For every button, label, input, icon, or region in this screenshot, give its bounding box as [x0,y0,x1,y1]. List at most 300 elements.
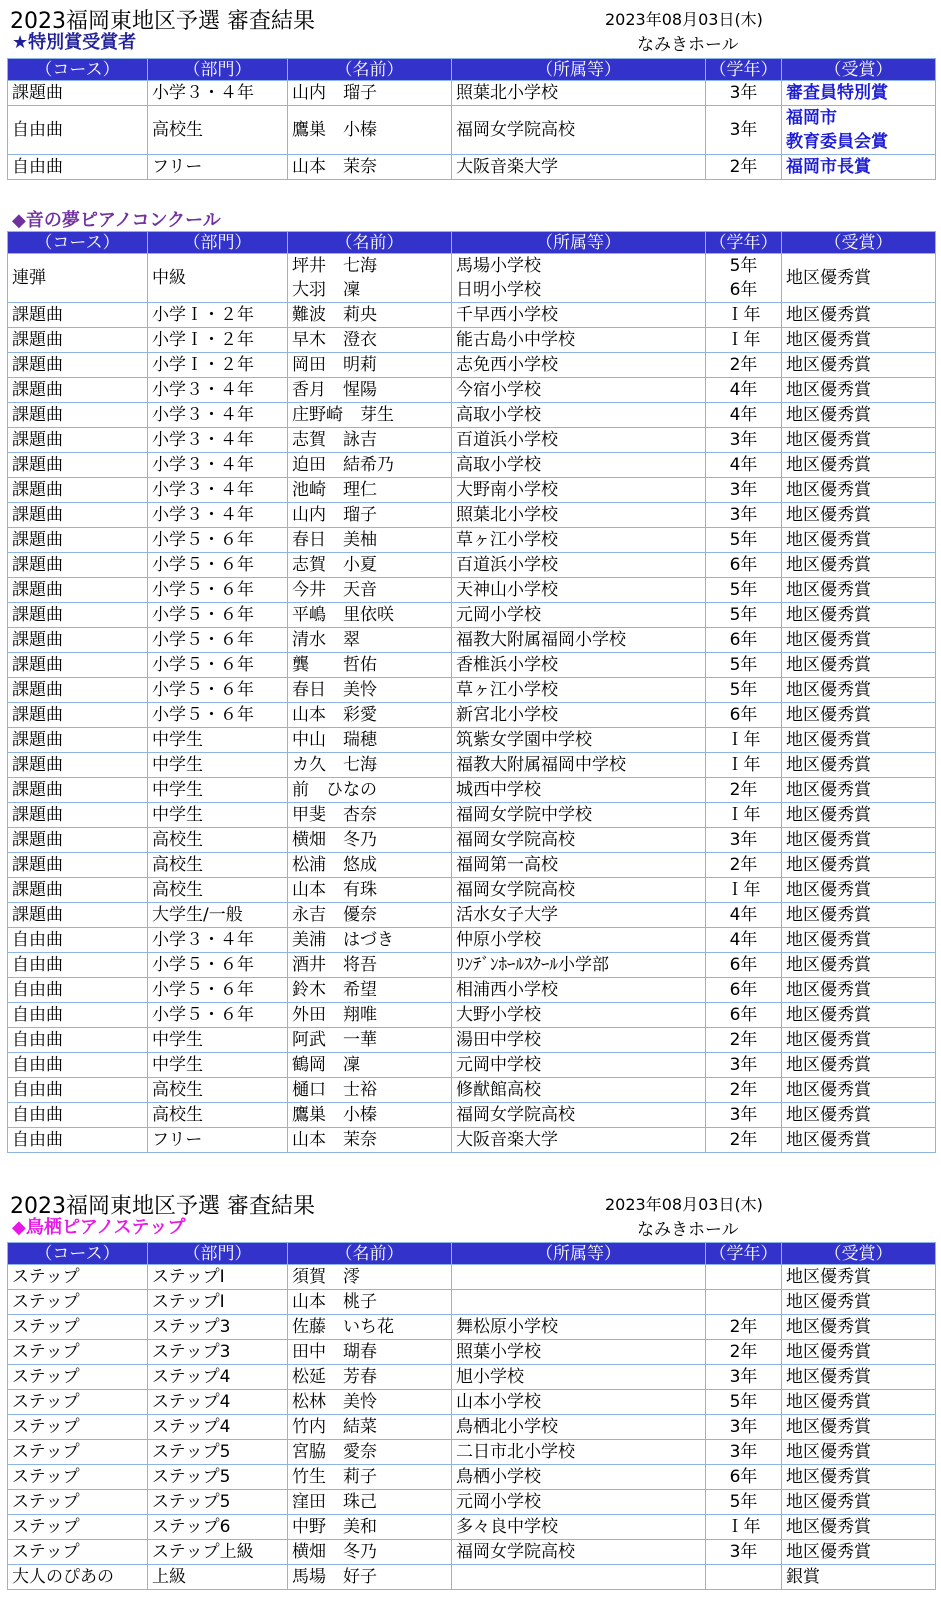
school-cell: 大野小学校 [452,1003,706,1028]
course-cell: 自由曲 [8,1028,148,1053]
table-header-row [8,232,936,254]
award-cell: 地区優秀賞 [782,828,936,853]
grade-cell: 2年 [706,1315,782,1340]
name-cell: 松林 美怜 [288,1390,452,1415]
cell-line: 大羽 凜 [292,280,360,300]
course-cell: 自由曲 [8,1128,148,1153]
award-cell: 地区優秀賞 [782,1103,936,1128]
award-cell: 地区優秀賞 [782,853,936,878]
grade-cell: 6年 [706,953,782,978]
course-cell: 自由曲 [8,953,148,978]
dept-cell: ステップ4 [148,1390,288,1415]
name-cell: 清水 翠 [288,628,452,653]
school-cell [452,1290,706,1315]
table-row [8,155,936,180]
award-cell: 地区優秀賞 [782,728,936,753]
cell-line: 6年 [729,280,758,300]
name-cell: 前 ひなの [288,778,452,803]
cell-line: 5年 [729,256,758,276]
award-cell: 地区優秀賞 [782,1053,936,1078]
dept-cell: 上級 [148,1565,288,1590]
award-cell: 地区優秀賞 [782,678,936,703]
grade-cell: 6年 [706,1465,782,1490]
name-cell: 今井 天音 [288,578,452,603]
dept-cell: 高校生 [148,878,288,903]
award-cell: 地区優秀賞 [782,528,936,553]
course-cell: 課題曲 [8,428,148,453]
table-row [8,778,936,803]
award-cell: 地区優秀賞 [782,378,936,403]
venue-label: なみきホール [637,35,739,55]
table-row [8,1290,936,1315]
dept-cell: ステップⅠ [148,1265,288,1290]
award-cell: 地区優秀賞 [782,1028,936,1053]
grade-cell: 3年 [706,81,782,106]
course-cell: 課題曲 [8,553,148,578]
school-cell: 元岡中学校 [452,1053,706,1078]
award-header: （受賞） [782,1243,936,1265]
school-cell: 福教大附属福岡小学校 [452,628,706,653]
award-cell: 地区優秀賞 [782,1265,936,1290]
name-cell: 甲斐 杏奈 [288,803,452,828]
award-cell: 地区優秀賞 [782,553,936,578]
dept-cell: 小学３・４年 [148,81,288,106]
grade-cell: 4年 [706,403,782,428]
award-cell [782,106,936,155]
course-cell: 課題曲 [8,81,148,106]
table-row [8,1053,936,1078]
name-cell: 佐藤 いち花 [288,1315,452,1340]
dept-cell: 小学５・６年 [148,553,288,578]
award-cell: 地区優秀賞 [782,778,936,803]
course-cell: 課題曲 [8,753,148,778]
award-cell: 地区優秀賞 [782,653,936,678]
school-cell: 福岡女学院高校 [452,1103,706,1128]
award-cell: 地区優秀賞 [782,1003,936,1028]
dept-cell: 中級 [148,254,288,303]
grade-cell: 6年 [706,703,782,728]
grade-cell: Ｉ年 [706,803,782,828]
award-cell: 地区優秀賞 [782,1128,936,1153]
name-cell: 須賀 澪 [288,1265,452,1290]
dept-cell: 小学３・４年 [148,378,288,403]
table-row [8,1490,936,1515]
school-cell: 鳥栖北小学校 [452,1415,706,1440]
award-cell: 地区優秀賞 [782,903,936,928]
award-cell: 地区優秀賞 [782,703,936,728]
grade-cell: 6年 [706,1003,782,1028]
grade-cell [706,1565,782,1590]
school-cell: 照葉小学校 [452,1340,706,1365]
grade-cell: 2年 [706,778,782,803]
dept-cell: ステップ上級 [148,1540,288,1565]
name-cell: 鈴木 希望 [288,978,452,1003]
school-cell: 福岡女学院高校 [452,106,706,155]
award-cell: 地区優秀賞 [782,503,936,528]
award-cell [782,155,936,180]
dept-cell: 小学Ｉ・２年 [148,353,288,378]
name-cell: 山本 茉奈 [288,1128,452,1153]
school-cell: 天神山小学校 [452,578,706,603]
dept-cell: 高校生 [148,1078,288,1103]
course-header: （コース） [8,59,148,81]
name-cell: 鷹巣 小榛 [288,1103,452,1128]
course-cell: 課題曲 [8,728,148,753]
school-cell: 仲原小学校 [452,928,706,953]
event-date-repeat: 2023年08月03日(木) [605,1195,763,1214]
name-cell: 樋口 士裕 [288,1078,452,1103]
dept-cell: 小学５・６年 [148,603,288,628]
dept-cell: ステップ4 [148,1365,288,1390]
course-cell: 課題曲 [8,828,148,853]
award-cell: 地区優秀賞 [782,978,936,1003]
course-cell: 課題曲 [8,503,148,528]
name-header: （名前） [288,1243,452,1265]
award-cell: 地区優秀賞 [782,328,936,353]
school-cell: 舞松原小学校 [452,1315,706,1340]
school-cell: 高取小学校 [452,453,706,478]
dept-cell: フリー [148,155,288,180]
dept-cell: 小学５・６年 [148,678,288,703]
school-cell: 志免西小学校 [452,353,706,378]
school-cell: 福岡女学院高校 [452,1540,706,1565]
dept-cell: 小学５・６年 [148,578,288,603]
dept-cell: 高校生 [148,853,288,878]
name-cell: 山内 瑠子 [288,503,452,528]
cell-line: 日明小学校 [456,280,541,300]
table-row [8,1365,936,1390]
school-cell: 山本小学校 [452,1390,706,1415]
school-cell: 城西中学校 [452,778,706,803]
dept-cell: 中学生 [148,803,288,828]
dept-cell: 小学５・６年 [148,1003,288,1028]
award-cell: 銀賞 [782,1565,936,1590]
grade-cell: 4年 [706,928,782,953]
dept-cell: 高校生 [148,1103,288,1128]
table-row [8,1390,936,1415]
table-row [8,928,936,953]
table-row [8,553,936,578]
cell-line: 坪井 七海 [292,256,377,276]
course-cell: 自由曲 [8,928,148,953]
school-cell: 照葉北小学校 [452,503,706,528]
cell-line: 教育委員会賞 [786,132,888,152]
course-cell: ステップ [8,1365,148,1390]
dept-cell: ステップⅠ [148,1290,288,1315]
grade-cell: 2年 [706,1078,782,1103]
school-cell: 湯田中学校 [452,1028,706,1053]
name-cell: 平嶋 里依咲 [288,603,452,628]
name-cell: 池崎 理仁 [288,478,452,503]
school-cell: 能古島小中学校 [452,328,706,353]
school-cell: 大阪音楽大学 [452,155,706,180]
dept-cell: 高校生 [148,828,288,853]
dept-cell: 中学生 [148,1053,288,1078]
name-cell: 山本 有珠 [288,878,452,903]
table-row [8,453,936,478]
dept-cell: 小学５・６年 [148,953,288,978]
school-cell: 二日市北小学校 [452,1440,706,1465]
table-row [8,1003,936,1028]
award-cell: 地区優秀賞 [782,428,936,453]
award-cell: 地区優秀賞 [782,453,936,478]
award-cell: 地区優秀賞 [782,803,936,828]
dept-cell: 小学５・６年 [148,628,288,653]
grade-header: （学年） [706,1243,782,1265]
course-cell: 課題曲 [8,378,148,403]
grade-cell: 6年 [706,553,782,578]
grade-cell: 3年 [706,828,782,853]
dept-cell: 中学生 [148,778,288,803]
school-cell: 百道浜小学校 [452,553,706,578]
course-cell: 課題曲 [8,903,148,928]
name-cell: 春日 美柚 [288,528,452,553]
grade-cell: 3年 [706,1365,782,1390]
grade-cell: Ｉ年 [706,878,782,903]
name-cell: 松延 芳春 [288,1365,452,1390]
dept-header: （部門） [148,59,288,81]
name-cell: 美浦 はづき [288,928,452,953]
dept-cell: 小学Ｉ・２年 [148,303,288,328]
table-row [8,578,936,603]
dept-cell: 中学生 [148,753,288,778]
grade-cell [706,1265,782,1290]
award-cell: 地区優秀賞 [782,1440,936,1465]
grade-cell: 2年 [706,853,782,878]
school-header: （所属等） [452,1243,706,1265]
school-cell [452,1565,706,1590]
course-cell: 課題曲 [8,628,148,653]
grade-cell: 3年 [706,1440,782,1465]
grade-cell: 3年 [706,1540,782,1565]
school-cell: 活水女子大学 [452,903,706,928]
name-cell: 山本 彩愛 [288,703,452,728]
cell-line: 馬場小学校 [456,256,541,276]
name-cell: 竹生 莉子 [288,1465,452,1490]
grade-cell: 2年 [706,1128,782,1153]
table-row [8,953,936,978]
award-cell: 地区優秀賞 [782,1340,936,1365]
name-header: （名前） [288,59,452,81]
dept-cell: ステップ6 [148,1515,288,1540]
school-cell [452,1265,706,1290]
dept-cell: 小学３・４年 [148,928,288,953]
course-cell: 自由曲 [8,1003,148,1028]
grade-cell: 2年 [706,155,782,180]
grade-cell: 3年 [706,428,782,453]
course-cell: 自由曲 [8,978,148,1003]
award-cell: 地区優秀賞 [782,603,936,628]
school-cell: 今宿小学校 [452,378,706,403]
course-cell: 自由曲 [8,1053,148,1078]
table-row [8,828,936,853]
dept-cell: 高校生 [148,106,288,155]
name-cell: 鷹巣 小榛 [288,106,452,155]
grade-cell: 3年 [706,1053,782,1078]
course-header: （コース） [8,1243,148,1265]
grade-cell: 4年 [706,903,782,928]
school-cell: 高取小学校 [452,403,706,428]
page-title-repeat: 2023福岡東地区予選 審査結果 [10,1194,315,1219]
course-cell: 課題曲 [8,403,148,428]
table-row [8,803,936,828]
special-award-table [7,58,936,180]
school-cell: 草ヶ江小学校 [452,678,706,703]
course-cell: 課題曲 [8,803,148,828]
dept-cell: ステップ5 [148,1490,288,1515]
school-cell: 福岡女学院高校 [452,878,706,903]
name-cell: 山本 茉奈 [288,155,452,180]
grade-cell: 2年 [706,1340,782,1365]
award-cell [782,81,936,106]
dept-cell: ステップ4 [148,1415,288,1440]
name-cell: 中野 美和 [288,1515,452,1540]
course-cell: 課題曲 [8,528,148,553]
school-cell: 千早西小学校 [452,303,706,328]
dept-cell: 小学Ｉ・２年 [148,328,288,353]
table-row [8,303,936,328]
grade-cell: 5年 [706,528,782,553]
dept-cell: ステップ5 [148,1465,288,1490]
table-row [8,978,936,1003]
course-cell: ステップ [8,1340,148,1365]
table-row [8,1340,936,1365]
table-row [8,878,936,903]
table-row [8,478,936,503]
grade-cell: 3年 [706,503,782,528]
name-cell: カ久 七海 [288,753,452,778]
name-cell: 岡田 明莉 [288,353,452,378]
school-cell: 相浦西小学校 [452,978,706,1003]
name-cell: 志賀 小夏 [288,553,452,578]
dept-cell: 小学５・６年 [148,978,288,1003]
course-cell: 課題曲 [8,578,148,603]
award-cell: 地区優秀賞 [782,878,936,903]
table-header-row [8,59,936,81]
name-cell: 春日 美怜 [288,678,452,703]
course-cell: ステップ [8,1440,148,1465]
grade-cell: 6年 [706,978,782,1003]
dept-cell: フリー [148,1128,288,1153]
table-row [8,653,936,678]
school-header: （所属等） [452,59,706,81]
course-cell: 課題曲 [8,778,148,803]
award-cell: 地区優秀賞 [782,928,936,953]
award-header: （受賞） [782,232,936,254]
table-row [8,853,936,878]
course-cell: 課題曲 [8,303,148,328]
table-row [8,1128,936,1153]
course-cell: 課題曲 [8,678,148,703]
event-date: 2023年08月03日(木) [605,10,763,29]
award-cell: 地区優秀賞 [782,478,936,503]
yume-results-table [7,231,936,1153]
school-cell: 大阪音楽大学 [452,1128,706,1153]
name-cell: 山本 桃子 [288,1290,452,1315]
school-cell: 修猷館高校 [452,1078,706,1103]
table-row [8,528,936,553]
school-cell: 照葉北小学校 [452,81,706,106]
school-cell: 福岡女学院高校 [452,828,706,853]
school-header: （所属等） [452,232,706,254]
school-cell: 香椎浜小学校 [452,653,706,678]
grade-header: （学年） [706,59,782,81]
name-cell: 中山 瑞穂 [288,728,452,753]
dept-cell: 小学３・４年 [148,478,288,503]
grade-cell: Ｉ年 [706,1515,782,1540]
award-cell: 地区優秀賞 [782,1415,936,1440]
table-row [8,1315,936,1340]
dept-cell: 小学５・６年 [148,653,288,678]
grade-cell: 4年 [706,453,782,478]
name-cell: 外田 翔唯 [288,1003,452,1028]
grade-cell [706,1290,782,1315]
special-award-heading: ★特別賞受賞者 [12,32,137,53]
dept-cell: 小学５・６年 [148,528,288,553]
dept-cell: 小学３・４年 [148,453,288,478]
name-cell: 横畑 冬乃 [288,828,452,853]
table-row [8,703,936,728]
name-cell: 庄野崎 芽生 [288,403,452,428]
grade-cell: 3年 [706,478,782,503]
award-cell: 地区優秀賞 [782,1290,936,1315]
dept-cell: 大学生/一般 [148,903,288,928]
course-cell: ステップ [8,1390,148,1415]
name-cell: 馬場 好子 [288,1565,452,1590]
name-header: （名前） [288,232,452,254]
course-cell: 課題曲 [8,703,148,728]
table-row [8,1465,936,1490]
award-cell: 地区優秀賞 [782,303,936,328]
grade-cell: 5年 [706,1490,782,1515]
name-cell: 竹内 結菜 [288,1415,452,1440]
grade-cell: 3年 [706,1103,782,1128]
school-cell: 鳥栖小学校 [452,1465,706,1490]
school-cell: 筑紫女学園中学校 [452,728,706,753]
school-cell: 元岡小学校 [452,603,706,628]
header-second [0,1185,941,1240]
dept-cell: 小学３・４年 [148,503,288,528]
award-cell: 地区優秀賞 [782,353,936,378]
grade-cell [706,254,782,303]
course-cell: ステップ [8,1490,148,1515]
course-cell: 課題曲 [8,878,148,903]
name-cell: 早木 澄衣 [288,328,452,353]
page-title: 2023福岡東地区予選 審査結果 [10,9,315,34]
course-cell: 課題曲 [8,603,148,628]
step-section-heading: ◆鳥栖ピアノステップ [12,1217,186,1238]
table-row [8,328,936,353]
course-cell: 自由曲 [8,155,148,180]
dept-cell: ステップ3 [148,1340,288,1365]
award-cell: 地区優秀賞 [782,628,936,653]
course-cell: ステップ [8,1415,148,1440]
grade-cell: 5年 [706,678,782,703]
table-row [8,106,936,155]
table-row [8,1028,936,1053]
name-cell: 松浦 悠成 [288,853,452,878]
grade-cell: 6年 [706,628,782,653]
course-cell: 課題曲 [8,478,148,503]
table-row [8,378,936,403]
grade-cell: 3年 [706,106,782,155]
dept-cell: 小学３・４年 [148,403,288,428]
grade-cell: Ｉ年 [706,728,782,753]
table-row [8,603,936,628]
name-cell: 宮脇 愛奈 [288,1440,452,1465]
school-cell: 旭小学校 [452,1365,706,1390]
table-header-row [8,1243,936,1265]
